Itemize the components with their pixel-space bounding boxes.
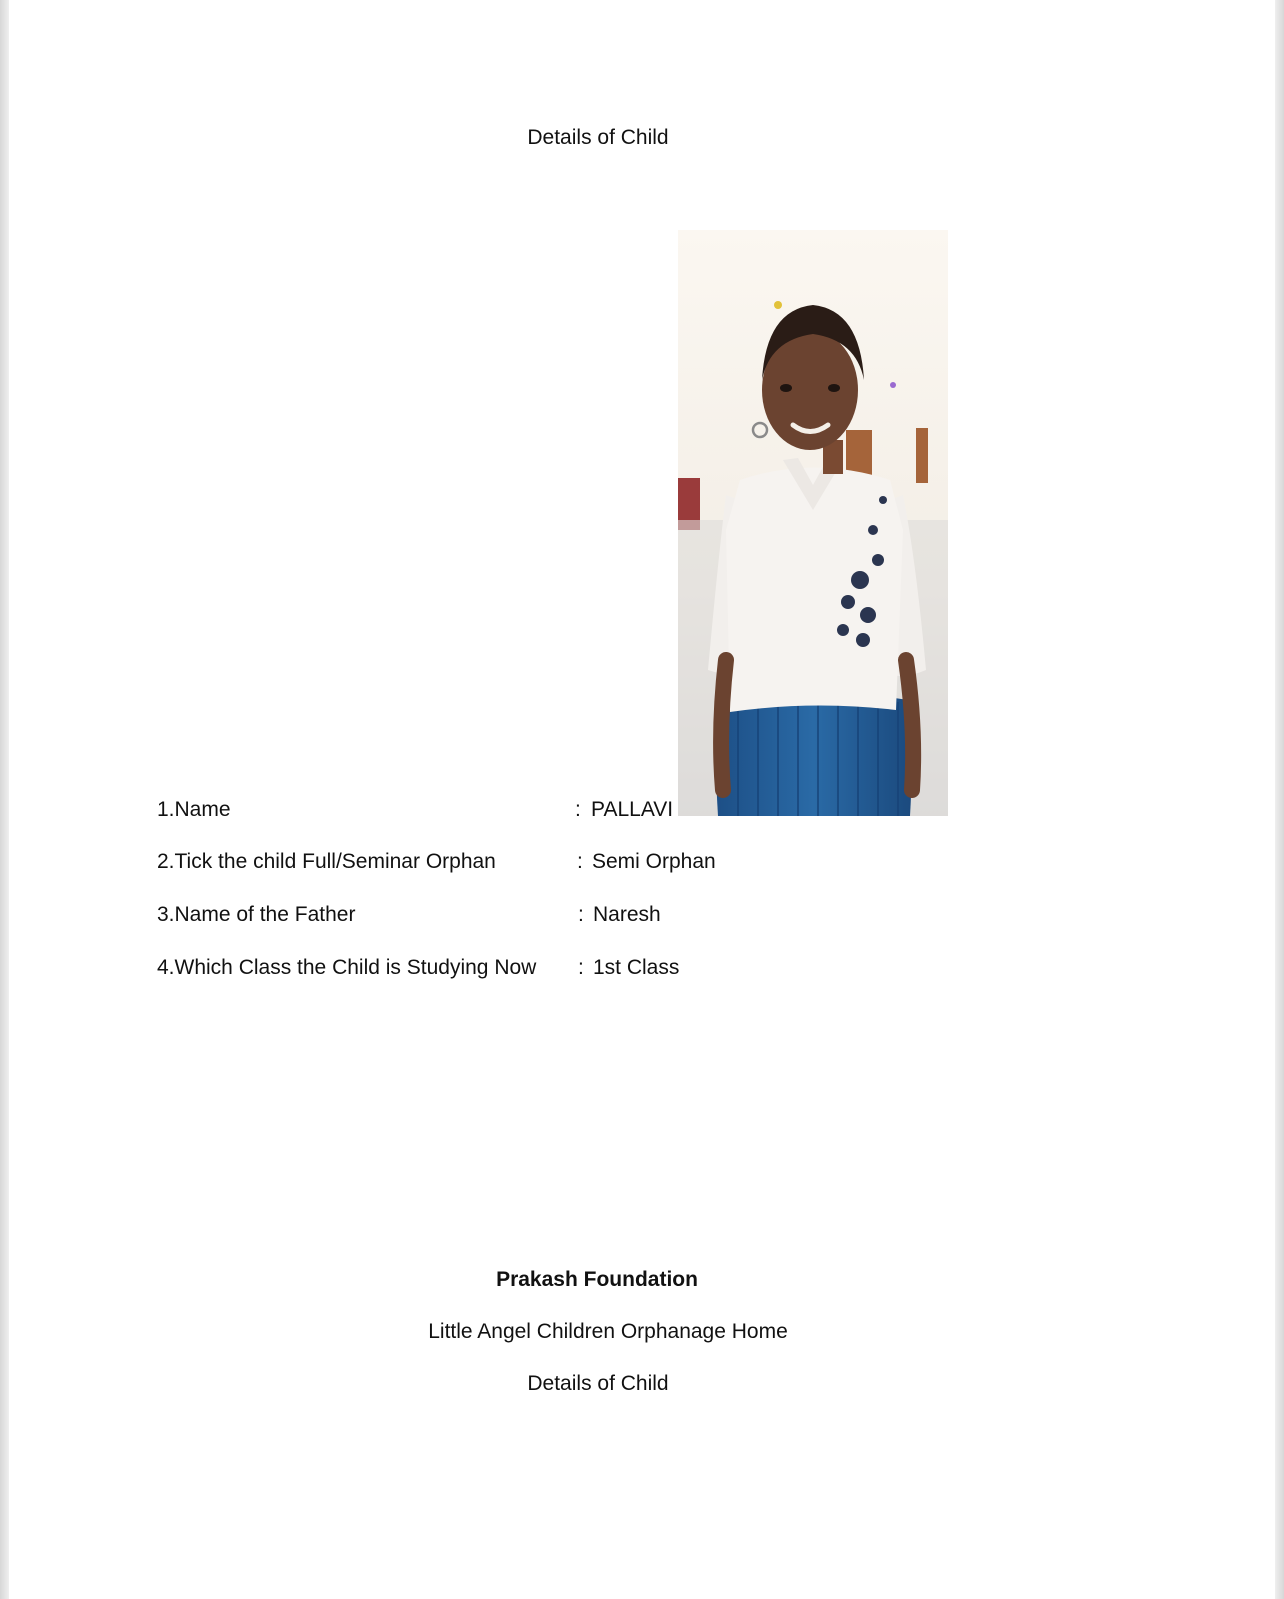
viewer-right-edge bbox=[1275, 0, 1284, 1599]
orphanage-home-name: Little Angel Children Orphanage Home bbox=[428, 1320, 788, 1343]
field-value-class: 1st Class bbox=[593, 956, 680, 979]
viewer-left-edge bbox=[0, 0, 9, 1599]
field-label-class: 4.Which Class the Child is Studying Now bbox=[157, 956, 537, 979]
next-page-heading: Details of Child bbox=[527, 1372, 669, 1395]
child-photo bbox=[678, 230, 948, 816]
organization-name: Prakash Foundation bbox=[496, 1268, 698, 1291]
field-value-father-name: Naresh bbox=[593, 903, 661, 926]
field-value-orphan-status: Semi Orphan bbox=[592, 850, 716, 873]
field-colon-class: : bbox=[578, 956, 584, 979]
field-label-father-name: 3.Name of the Father bbox=[157, 903, 356, 926]
field-value-name: PALLAVI bbox=[591, 798, 674, 821]
field-colon-father-name: : bbox=[578, 903, 584, 926]
field-label-orphan-status: 2.Tick the child Full/Seminar Orphan bbox=[157, 850, 496, 873]
field-colon-name: : bbox=[575, 798, 581, 821]
document-page bbox=[9, 0, 1275, 1599]
page-heading: Details of Child bbox=[527, 126, 669, 149]
field-label-name: 1.Name bbox=[157, 798, 231, 821]
field-colon-orphan-status: : bbox=[577, 850, 583, 873]
